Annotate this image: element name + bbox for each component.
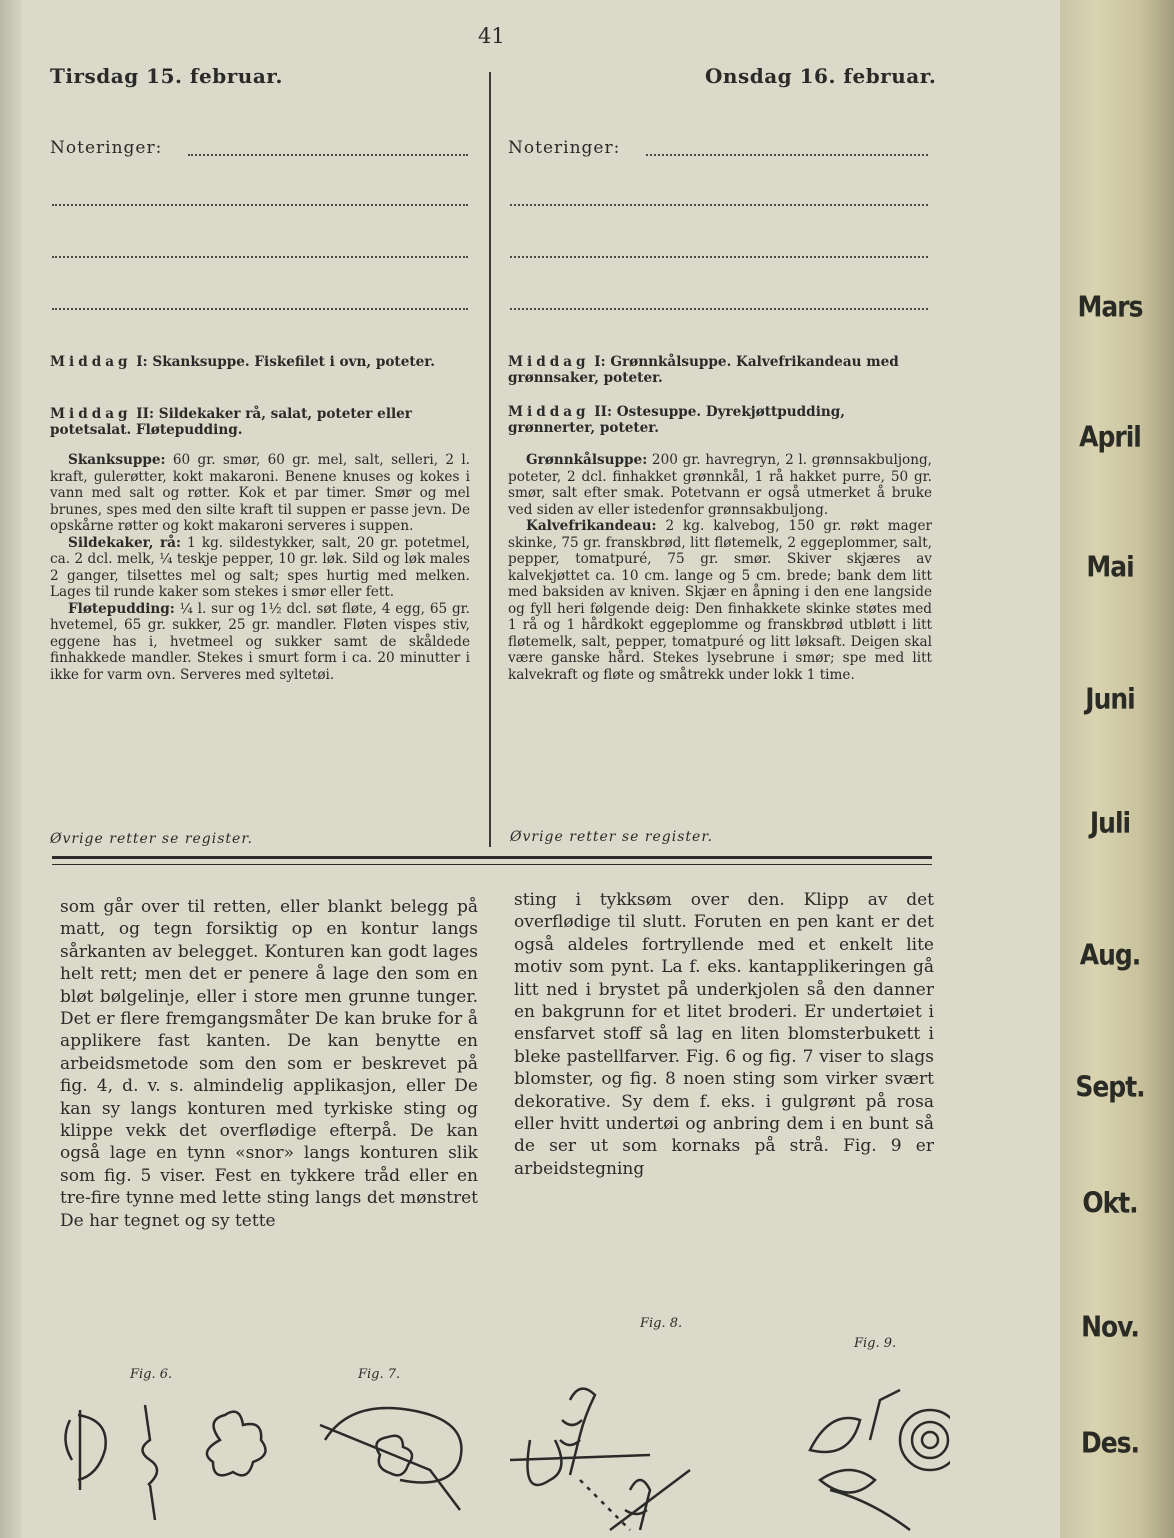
right-middag-1: Middag I: Grønnkålsuppe. Kalvefrikandeau med grønnsaker, poteter. [508,354,899,386]
left-note-line [52,256,468,258]
page-number: 41 [478,24,505,48]
right-notes-label: Noteringer: [508,138,621,158]
section-rule [52,856,932,859]
fig-9-caption: Fig. 9. [854,1336,897,1351]
left-note-line [52,308,468,310]
left-ovrige: Øvrige retter se register. [50,831,253,847]
fig-8-dotted [580,1480,630,1530]
month-tab-index [1060,0,1174,1538]
fig-9-leaves [810,1418,875,1493]
left-note-line [52,204,468,206]
left-middag-1: Middag I: Skanksuppe. Fiskefilet i ovn, poteter. [50,354,435,370]
tab-april[interactable]: April [1079,419,1141,454]
fig-6-caption: Fig. 6. [130,1367,173,1382]
fig-8-lower-needle [610,1470,690,1530]
left-date: Tirsdag 15. februar. [50,64,283,88]
embroidery-figures [50,1380,950,1538]
right-note-line [510,204,928,206]
tab-mars[interactable]: Mars [1077,289,1143,324]
tab-okt[interactable]: Okt. [1082,1185,1138,1220]
fig-8-needle [510,1455,650,1460]
left-note-line [188,154,468,156]
tab-sept[interactable]: Sept. [1075,1069,1145,1104]
fig-6-stitch-a [65,1410,105,1490]
right-recipes: Grønnkålsuppe: 200 gr. havregryn, 2 l. grønnsakbuljong, poteter, 2 dcl. finhakket grønnkål, 1 rå hakket purre, 50 gr. smør, salt efter smak. Potetvann er også utmerket å bruke ved siden av eller istedenfor grønnsakbuljong. Kalvefrikandeau: 2 kg. kalvebog, 150 gr. røkt mager skinke, 75 gr. franskbrød, litt fløtemelk, 2 eggeplommer, salt, pepper, tomatpuré, 75 gr. smør. Skiver skjæres av kalvekjøttet ca. 10 cm. lange og 5 cm. brede; bank dem litt med baksiden av kniven. Skjær en åpning i den ene langside og fyll heri følgende deig: Den finhakkete skinke støtes med 1 rå og 1 hårdkokt eggeplomme og franskbrød utbløtt i litt fløtemelk, salt, pepper, tomatpuré og litt løksaft. Deigen skal være ganske hård. Stekes lysebrune i smør; spe med litt kalvekraft og fløte og småtrekk under lokk 1 time. [508,452,932,683]
column-divider [489,72,491,847]
fig-8-thread [528,1440,562,1485]
fig-7-needle [320,1425,460,1510]
right-note-line [510,308,928,310]
right-middag-2: Middag II: Ostesuppe. Dyrekjøttpudding, grønnerter, poteter. [508,404,845,436]
page-spine [0,0,22,1538]
left-recipes: Skanksuppe: 60 gr. smør, 60 gr. mel, salt, selleri, 2 l. kraft, gulerøtter, kokt makaroni. Benene knuses og kokes i vann med salt og røtter. Kok et par timer. Smør og mel brunes, spes med den silte kraft til suppen er passe jevn. De opskårne røtter og kokt makaroni serveres i suppen. Sildekaker, rå: 1 kg. sildestykker, salt, 20 gr. potetmel, ca. 2 dcl. melk, ¼ teskje pepper, 10 gr. løk. Sild og løk males 2 ganger, tilsettes mel og salt; spes hurtig med melken. Lages til runde kaker som stekes i smør eller fett. Fløtepudding: ¼ l. sur og 1½ dcl. søt fløte, 4 egg, 65 gr. hvetemel, 65 gr. sukker, 25 gr. mandler. Fløten vispes stiv, eggene has i, hvetmeel og sukker samt de skåldede finhakkede mandler. Stekes i smurt form i ca. 20 minutter i ikke for varm ovn. Serveres med syltetøi. [50,452,470,683]
right-ovrige: Øvrige retter se register. [510,829,713,845]
left-notes-label: Noteringer: [50,138,163,158]
tab-nov[interactable]: Nov. [1081,1309,1139,1344]
article-left-column: som går over til retten, eller blankt belegg på matt, og tegn forsiktig op en kontur langs sårkanten av belegget. Konturen kan godt lages helt rett; men det er penere å lage den som en bløt bølgelinje, eller i store men grunne tunger. Det er flere fremgangsmåter De kan bruke for å applikere fast kanten. De kan benytte en arbeidsmetode som den som er beskrevet på fig. 4, d. v. s. almindelig applikasjon, eller De kan sy langs konturen med tyrkiske sting og klippe vekk det overflødige efterpå. De kan også lage en tynn «snor» langs konturen slik som fig. 5 viser. Fest en tykkere tråd eller en tre-fire tynne med lette sting langs det mønstret De har tegnet og sy tette [60,897,478,1231]
tab-aug[interactable]: Aug. [1079,937,1141,972]
right-note-line [646,154,928,156]
tab-mai[interactable]: Mai [1086,549,1134,584]
fig-9-stem [830,1390,910,1530]
fig-9-rose [900,1410,950,1470]
right-note-line [510,256,928,258]
tab-juli[interactable]: Juli [1089,805,1131,840]
fig-6-flower [207,1412,266,1476]
fig-8-chain-b [625,1480,650,1530]
fig-8-caption: Fig. 8. [640,1316,683,1331]
left-middag-2: Middag II: Sildekaker rå, salat, poteter eller potetsalat. Fløtepudding. [50,406,412,438]
fig-7-caption: Fig. 7. [358,1367,401,1382]
article-right-column: sting i tykksøm over den. Klipp av det overflødige til slutt. Foruten en pen kant er det også aldeles fortryllende med et enkelt lite motiv som pynt. La f. eks. kantapplikeringen gå litt ned i brystet på underkjolen så den danner en bakgrunn for et litet broderi. Er undertøiet i ensfarvet stoff så lag en liten blomsterbukett i bleke pastellfarver. Fig. 6 og fig. 7 viser to slags blomster, og fig. 8 noen sting som virker svært dekorative. Sy dem f. eks. i gulgrønt på rosa eller hvitt undertøi og anbring dem i en bunt så de ser ut som kornaks på strå. Fig. 9 er arbeidstegning [514,890,934,1179]
fig-6-stitch-b [143,1405,158,1520]
fig-8-chain [560,1389,595,1475]
tab-juni[interactable]: Juni [1085,681,1135,716]
section-rule-thin [52,864,932,865]
tab-des[interactable]: Des. [1080,1425,1140,1460]
right-date: Onsdag 16. februar. [705,64,937,88]
fig-7-loop [325,1408,461,1483]
